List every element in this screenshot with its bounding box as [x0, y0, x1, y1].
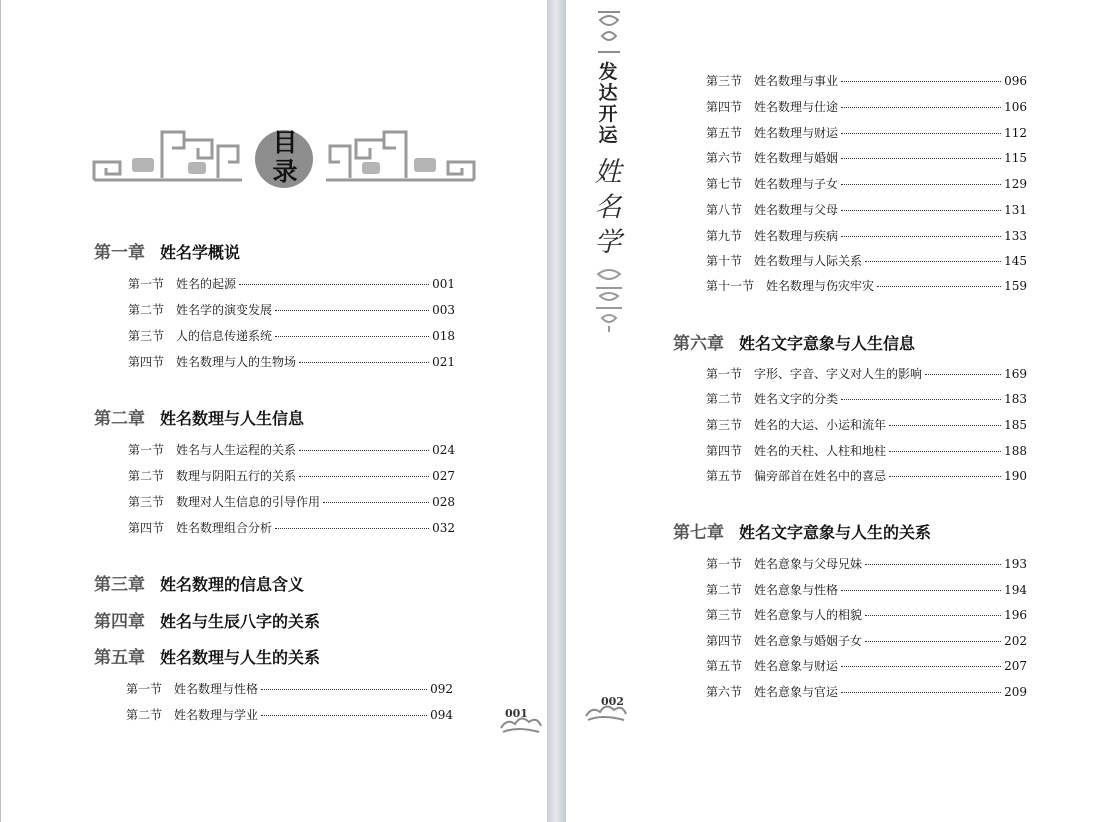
dot-leader: [239, 284, 429, 285]
chapter-number: 第四章: [94, 612, 145, 632]
section-title: 人的信息传递系统: [176, 329, 273, 343]
section-title: 姓名意象与婚姻子女: [754, 634, 863, 648]
section-page: 194: [1004, 583, 1027, 597]
side-title-char: 姓: [594, 157, 622, 188]
section-page: 131: [1004, 203, 1027, 217]
section-number: 第六节: [706, 151, 743, 165]
side-ornament-bottom-icon: [592, 268, 626, 334]
toc-entry[interactable]: [706, 416, 1027, 433]
chapter-title: 姓名文字意象与人生的关系: [739, 523, 932, 542]
section-title: 姓名数理与学业: [174, 708, 259, 722]
dot-leader: [865, 641, 1001, 642]
dot-leader: [841, 236, 1001, 237]
toc-entry[interactable]: [706, 657, 1027, 674]
toc-title-char-2: 录: [272, 157, 298, 186]
section-number: 第六节: [706, 685, 743, 699]
dot-leader: [841, 590, 1001, 591]
dot-leader: [841, 692, 1001, 693]
toc-entry[interactable]: [706, 555, 1027, 572]
section-number: 第三节: [128, 495, 165, 509]
toc-entry[interactable]: [128, 519, 455, 536]
dot-leader: [865, 615, 1001, 616]
section-title: 姓名意象与官运: [754, 685, 839, 699]
section-title: 姓名意象与性格: [754, 583, 839, 597]
chapter-number: 第三章: [94, 575, 145, 595]
section-title: 姓名数理与伤灾牢灾: [766, 279, 875, 293]
chapter-number: 第二章: [94, 409, 145, 429]
toc-entry[interactable]: [706, 442, 1027, 459]
toc-entry[interactable]: [706, 124, 1027, 141]
dot-leader: [865, 564, 1001, 565]
section-page: 027: [432, 469, 455, 483]
section-page: 018: [432, 329, 455, 343]
section-number: 第二节: [128, 303, 165, 317]
section-number: 第五节: [706, 126, 743, 140]
section-number: 第二节: [126, 708, 163, 722]
toc-entry[interactable]: [128, 275, 455, 292]
section-number: 第四节: [128, 521, 165, 535]
section-title: 姓名意象与财运: [754, 659, 839, 673]
section-number: 第三节: [706, 608, 743, 622]
toc-entry[interactable]: [706, 201, 1027, 218]
toc-entry[interactable]: [706, 175, 1027, 192]
section-page: 133: [1004, 229, 1027, 243]
toc-entry[interactable]: [128, 301, 455, 318]
chapter-heading[interactable]: [94, 404, 304, 429]
chapter-heading[interactable]: [94, 570, 304, 595]
section-page: 028: [432, 495, 455, 509]
section-number: 第二节: [128, 469, 165, 483]
section-page: 190: [1004, 469, 1027, 483]
dot-leader: [299, 450, 429, 451]
toc-entry[interactable]: [126, 680, 453, 697]
toc-entry[interactable]: [706, 390, 1027, 407]
toc-entry[interactable]: [706, 365, 1027, 382]
dot-leader: [841, 210, 1001, 211]
dot-leader: [841, 133, 1001, 134]
dot-leader: [323, 502, 429, 503]
section-title: 姓名数理与人的生物场: [176, 355, 297, 369]
section-title: 数理与阴阳五行的关系: [176, 469, 297, 483]
chapter-number: 第七章: [673, 523, 724, 543]
dot-leader: [299, 362, 429, 363]
section-number: 第一节: [706, 557, 743, 571]
toc-entry[interactable]: [128, 441, 455, 458]
section-page: 188: [1004, 444, 1027, 458]
side-title-vertical: [593, 62, 623, 146]
chapter-heading[interactable]: [673, 518, 931, 543]
section-page: 112: [1004, 126, 1027, 140]
dot-leader: [889, 425, 1001, 426]
section-page: 145: [1004, 254, 1027, 268]
section-page: 183: [1004, 392, 1027, 406]
section-page: 092: [430, 682, 453, 696]
toc-entry[interactable]: [706, 581, 1027, 598]
section-title: 姓名的起源: [176, 277, 237, 291]
section-page: 169: [1004, 367, 1027, 381]
section-number: 第二节: [706, 392, 743, 406]
toc-title-char-1: 目: [272, 128, 298, 157]
side-title-char: 开: [598, 103, 618, 125]
section-title: 数理对人生信息的引导作用: [176, 495, 321, 509]
section-page: 209: [1004, 685, 1027, 699]
section-page: 185: [1004, 418, 1027, 432]
section-title: 姓名数理与子女: [754, 177, 839, 191]
book-gutter: [547, 0, 566, 822]
toc-entry[interactable]: [128, 467, 455, 484]
toc-entry[interactable]: [706, 227, 1027, 244]
toc-entry[interactable]: [706, 606, 1027, 623]
toc-entry[interactable]: [128, 493, 455, 510]
section-page: 021: [432, 355, 455, 369]
section-number: 第三节: [706, 418, 743, 432]
chapter-title: 姓名文字意象与人生信息: [739, 334, 916, 353]
section-number: 第七节: [706, 177, 743, 191]
toc-entry[interactable]: [126, 706, 453, 723]
toc-entry[interactable]: [706, 98, 1027, 115]
toc-entry[interactable]: [706, 683, 1027, 700]
chapter-heading[interactable]: [94, 607, 320, 632]
section-page: 096: [1004, 74, 1027, 88]
section-number: 第九节: [706, 229, 743, 243]
dot-leader: [865, 261, 1001, 262]
section-page: 032: [432, 521, 455, 535]
dot-leader: [275, 336, 429, 337]
dot-leader: [889, 476, 1001, 477]
section-page: 202: [1004, 634, 1027, 648]
section-title: 姓名的大运、小运和流年: [754, 418, 887, 432]
dot-leader: [841, 184, 1001, 185]
section-number: 第八节: [706, 203, 743, 217]
dot-leader: [841, 81, 1001, 82]
side-title-char: 发: [598, 61, 618, 83]
side-title-char: 名: [594, 192, 622, 223]
page-number: 002: [601, 695, 624, 708]
dot-leader: [889, 451, 1001, 452]
side-ornament-top-icon: [594, 8, 624, 56]
section-number: 第四节: [706, 634, 743, 648]
page-number: 001: [505, 707, 528, 720]
section-title: 姓名文字的分类: [754, 392, 839, 406]
section-page: 193: [1004, 557, 1027, 571]
dot-leader: [877, 286, 1001, 287]
dot-leader: [841, 399, 1001, 400]
dot-leader: [261, 715, 427, 716]
section-title: 姓名学的演变发展: [176, 303, 273, 317]
section-page: 159: [1004, 279, 1027, 293]
section-number: 第四节: [706, 100, 743, 114]
side-title-calligraphy: [592, 155, 624, 260]
dot-leader: [299, 476, 429, 477]
section-number: 第十一节: [706, 279, 755, 293]
section-title: 姓名数理与人际关系: [754, 254, 863, 268]
toc-entry[interactable]: [706, 72, 1027, 89]
side-title-char: 运: [598, 124, 618, 146]
section-page: 106: [1004, 100, 1027, 114]
section-page: 196: [1004, 608, 1027, 622]
section-number: 第一节: [126, 682, 163, 696]
dot-leader: [275, 528, 429, 529]
chapter-heading[interactable]: [673, 329, 915, 354]
toc-entry[interactable]: [706, 632, 1027, 649]
toc-entry[interactable]: [706, 277, 1027, 294]
section-title: 姓名数理与仕途: [754, 100, 839, 114]
section-page: 024: [432, 443, 455, 457]
section-title: 姓名数理与事业: [754, 74, 839, 88]
section-page: 094: [430, 708, 453, 722]
side-title-char: 达: [598, 82, 618, 104]
dot-leader: [841, 666, 1001, 667]
chapter-number: 第五章: [94, 648, 145, 668]
chapter-title: 姓名数理与人生的关系: [160, 648, 321, 667]
section-page: 001: [432, 277, 455, 291]
section-page: 003: [432, 303, 455, 317]
section-number: 第十节: [706, 254, 743, 268]
toc-entry[interactable]: [706, 149, 1027, 166]
dot-leader: [275, 310, 429, 311]
toc-entry[interactable]: [128, 353, 455, 370]
dot-leader: [925, 374, 1001, 375]
section-title: 姓名与人生运程的关系: [176, 443, 297, 457]
dot-leader: [841, 158, 1001, 159]
section-number: 第一节: [706, 367, 743, 381]
chapter-number: 第一章: [94, 243, 145, 263]
chapter-title: 姓名学概说: [160, 243, 241, 262]
section-number: 第三节: [706, 74, 743, 88]
dot-leader: [841, 107, 1001, 108]
section-number: 第四节: [128, 355, 165, 369]
section-number: 第二节: [706, 583, 743, 597]
toc-title: [263, 128, 307, 186]
section-title: 姓名数理与父母: [754, 203, 839, 217]
section-page: 207: [1004, 659, 1027, 673]
section-page: 129: [1004, 177, 1027, 191]
section-number: 第五节: [706, 469, 743, 483]
chapter-title: 姓名数理与人生信息: [160, 409, 305, 428]
section-title: 姓名数理与性格: [174, 682, 259, 696]
chapter-title: 姓名与生辰八字的关系: [160, 612, 321, 631]
section-title: 姓名数理组合分析: [176, 521, 273, 535]
section-title: 姓名意象与父母兄妹: [754, 557, 863, 571]
chapter-heading[interactable]: [94, 238, 240, 263]
section-title: 姓名的天柱、人柱和地柱: [754, 444, 887, 458]
dot-leader: [261, 689, 427, 690]
section-title: 偏旁部首在姓名中的喜忌: [754, 469, 887, 483]
section-title: 字形、字音、字义对人生的影响: [754, 367, 923, 381]
section-number: 第一节: [128, 443, 165, 457]
toc-entry[interactable]: [706, 252, 1027, 269]
toc-entry[interactable]: [706, 467, 1027, 484]
section-number: 第四节: [706, 444, 743, 458]
section-number: 第三节: [128, 329, 165, 343]
toc-entry[interactable]: [128, 327, 455, 344]
section-title: 姓名数理与疾病: [754, 229, 839, 243]
side-title-char: 学: [594, 227, 622, 258]
section-page: 115: [1004, 151, 1027, 165]
section-number: 第五节: [706, 659, 743, 673]
chapter-number: 第六章: [673, 334, 724, 354]
section-title: 姓名意象与人的相貌: [754, 608, 863, 622]
section-title: 姓名数理与婚姻: [754, 151, 839, 165]
chapter-title: 姓名数理的信息含义: [160, 575, 305, 594]
section-number: 第一节: [128, 277, 165, 291]
chapter-heading[interactable]: [94, 643, 320, 668]
section-title: 姓名数理与财运: [754, 126, 839, 140]
